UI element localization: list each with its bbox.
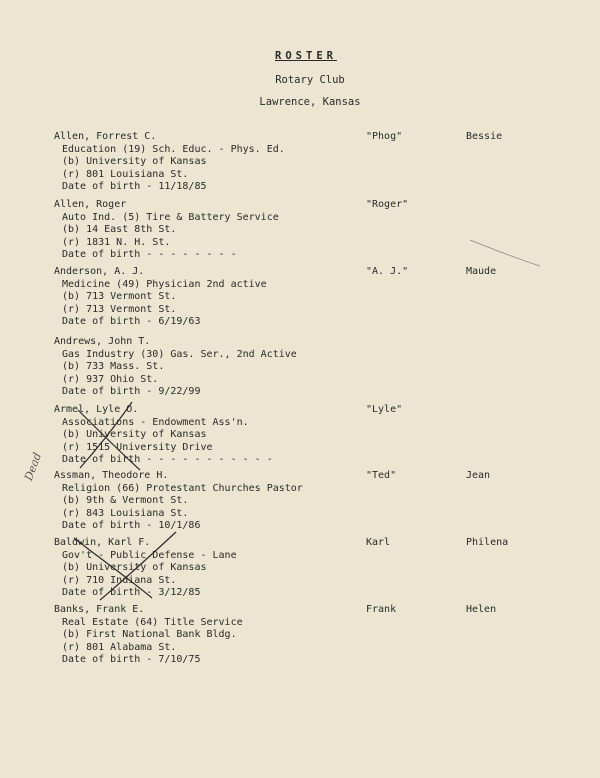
member-business-address: (b) First National Bank Bldg. — [62, 629, 237, 641]
member-spouse: Maude — [466, 266, 497, 277]
member-classification: Gas Industry (30) Gas. Ser., 2nd Active — [62, 348, 297, 360]
member-business-address: (b) 713 Vermont St. — [62, 291, 177, 303]
member-birth-date: Date of birth - - - - - - - - - - - — [62, 454, 273, 466]
member-birth-date: Date of birth - - - - - - - - — [62, 249, 237, 261]
member-birth-date: Date of birth - 7/10/75 — [62, 654, 201, 666]
member-name: Armel, Lyle O. — [54, 404, 139, 415]
member-name: Andrews, John T. — [54, 336, 151, 347]
member-classification: Gov't - Public Defense - Lane — [62, 549, 237, 561]
member-nickname: "Lyle" — [366, 404, 403, 415]
member-business-address: (b) 14 East 8th St. — [62, 224, 177, 236]
member-residence-address: (r) 843 Louisiana St. — [62, 507, 189, 519]
member-birth-date: Date of birth - 11/18/85 — [62, 181, 207, 193]
member-spouse: Jean — [466, 470, 491, 481]
member-nickname: "Phog" — [366, 131, 403, 142]
member-name: Assman, Theodore H. — [54, 470, 169, 481]
member-birth-date: Date of birth - 6/19/63 — [62, 316, 201, 328]
member-nickname: "Ted" — [366, 470, 397, 481]
member-nickname: Frank — [366, 604, 397, 615]
document-title: ROSTER — [275, 50, 337, 62]
member-classification: Religion (66) Protestant Churches Pastor — [62, 482, 303, 494]
member-classification: Education (19) Sch. Educ. - Phys. Ed. — [62, 143, 285, 155]
handwritten-margin-note: Dead — [22, 450, 45, 483]
member-birth-date: Date of birth - 10/1/86 — [62, 520, 201, 532]
document-subtitle: Rotary Club — [275, 74, 345, 86]
member-spouse: Bessie — [466, 131, 503, 142]
member-nickname: Karl — [366, 537, 391, 548]
member-name: Allen, Roger — [54, 199, 127, 210]
member-name: Baldwin, Karl F. — [54, 537, 151, 548]
member-classification: Medicine (49) Physician 2nd active — [62, 278, 267, 290]
member-classification: Associations - Endowment Ass'n. — [62, 416, 249, 428]
document-location: Lawrence, Kansas — [259, 96, 361, 108]
member-name: Anderson, A. J. — [54, 266, 145, 277]
member-business-address: (b) University of Kansas — [62, 562, 207, 574]
member-name: Allen, Forrest C. — [54, 131, 157, 142]
member-residence-address: (r) 1515 University Drive — [62, 441, 213, 453]
member-classification: Auto Ind. (5) Tire & Battery Service — [62, 211, 279, 223]
member-classification: Real Estate (64) Title Service — [62, 616, 243, 628]
member-birth-date: Date of birth - 9/22/99 — [62, 386, 201, 398]
member-nickname: "A. J." — [366, 266, 409, 277]
member-residence-address: (r) 1831 N. H. St. — [62, 236, 171, 248]
member-business-address: (b) 9th & Vermont St. — [62, 495, 189, 507]
member-spouse: Philena — [466, 537, 509, 548]
member-residence-address: (r) 713 Vermont St. — [62, 303, 177, 315]
member-residence-address: (r) 937 Ohio St. — [62, 373, 159, 385]
member-business-address: (b) 733 Mass. St. — [62, 361, 165, 373]
member-spouse: Helen — [466, 604, 497, 615]
member-residence-address: (r) 801 Alabama St. — [62, 641, 177, 653]
member-residence-address: (r) 801 Louisiana St. — [62, 168, 189, 180]
member-name: Banks, Frank E. — [54, 604, 145, 615]
member-birth-date: Date of birth - 3/12/85 — [62, 587, 201, 599]
member-nickname: "Roger" — [366, 199, 409, 210]
member-business-address: (b) University of Kansas — [62, 156, 207, 168]
pencil-smudge — [470, 240, 540, 266]
member-business-address: (b) University of Kansas — [62, 429, 207, 441]
member-residence-address: (r) 710 Indiana St. — [62, 574, 177, 586]
